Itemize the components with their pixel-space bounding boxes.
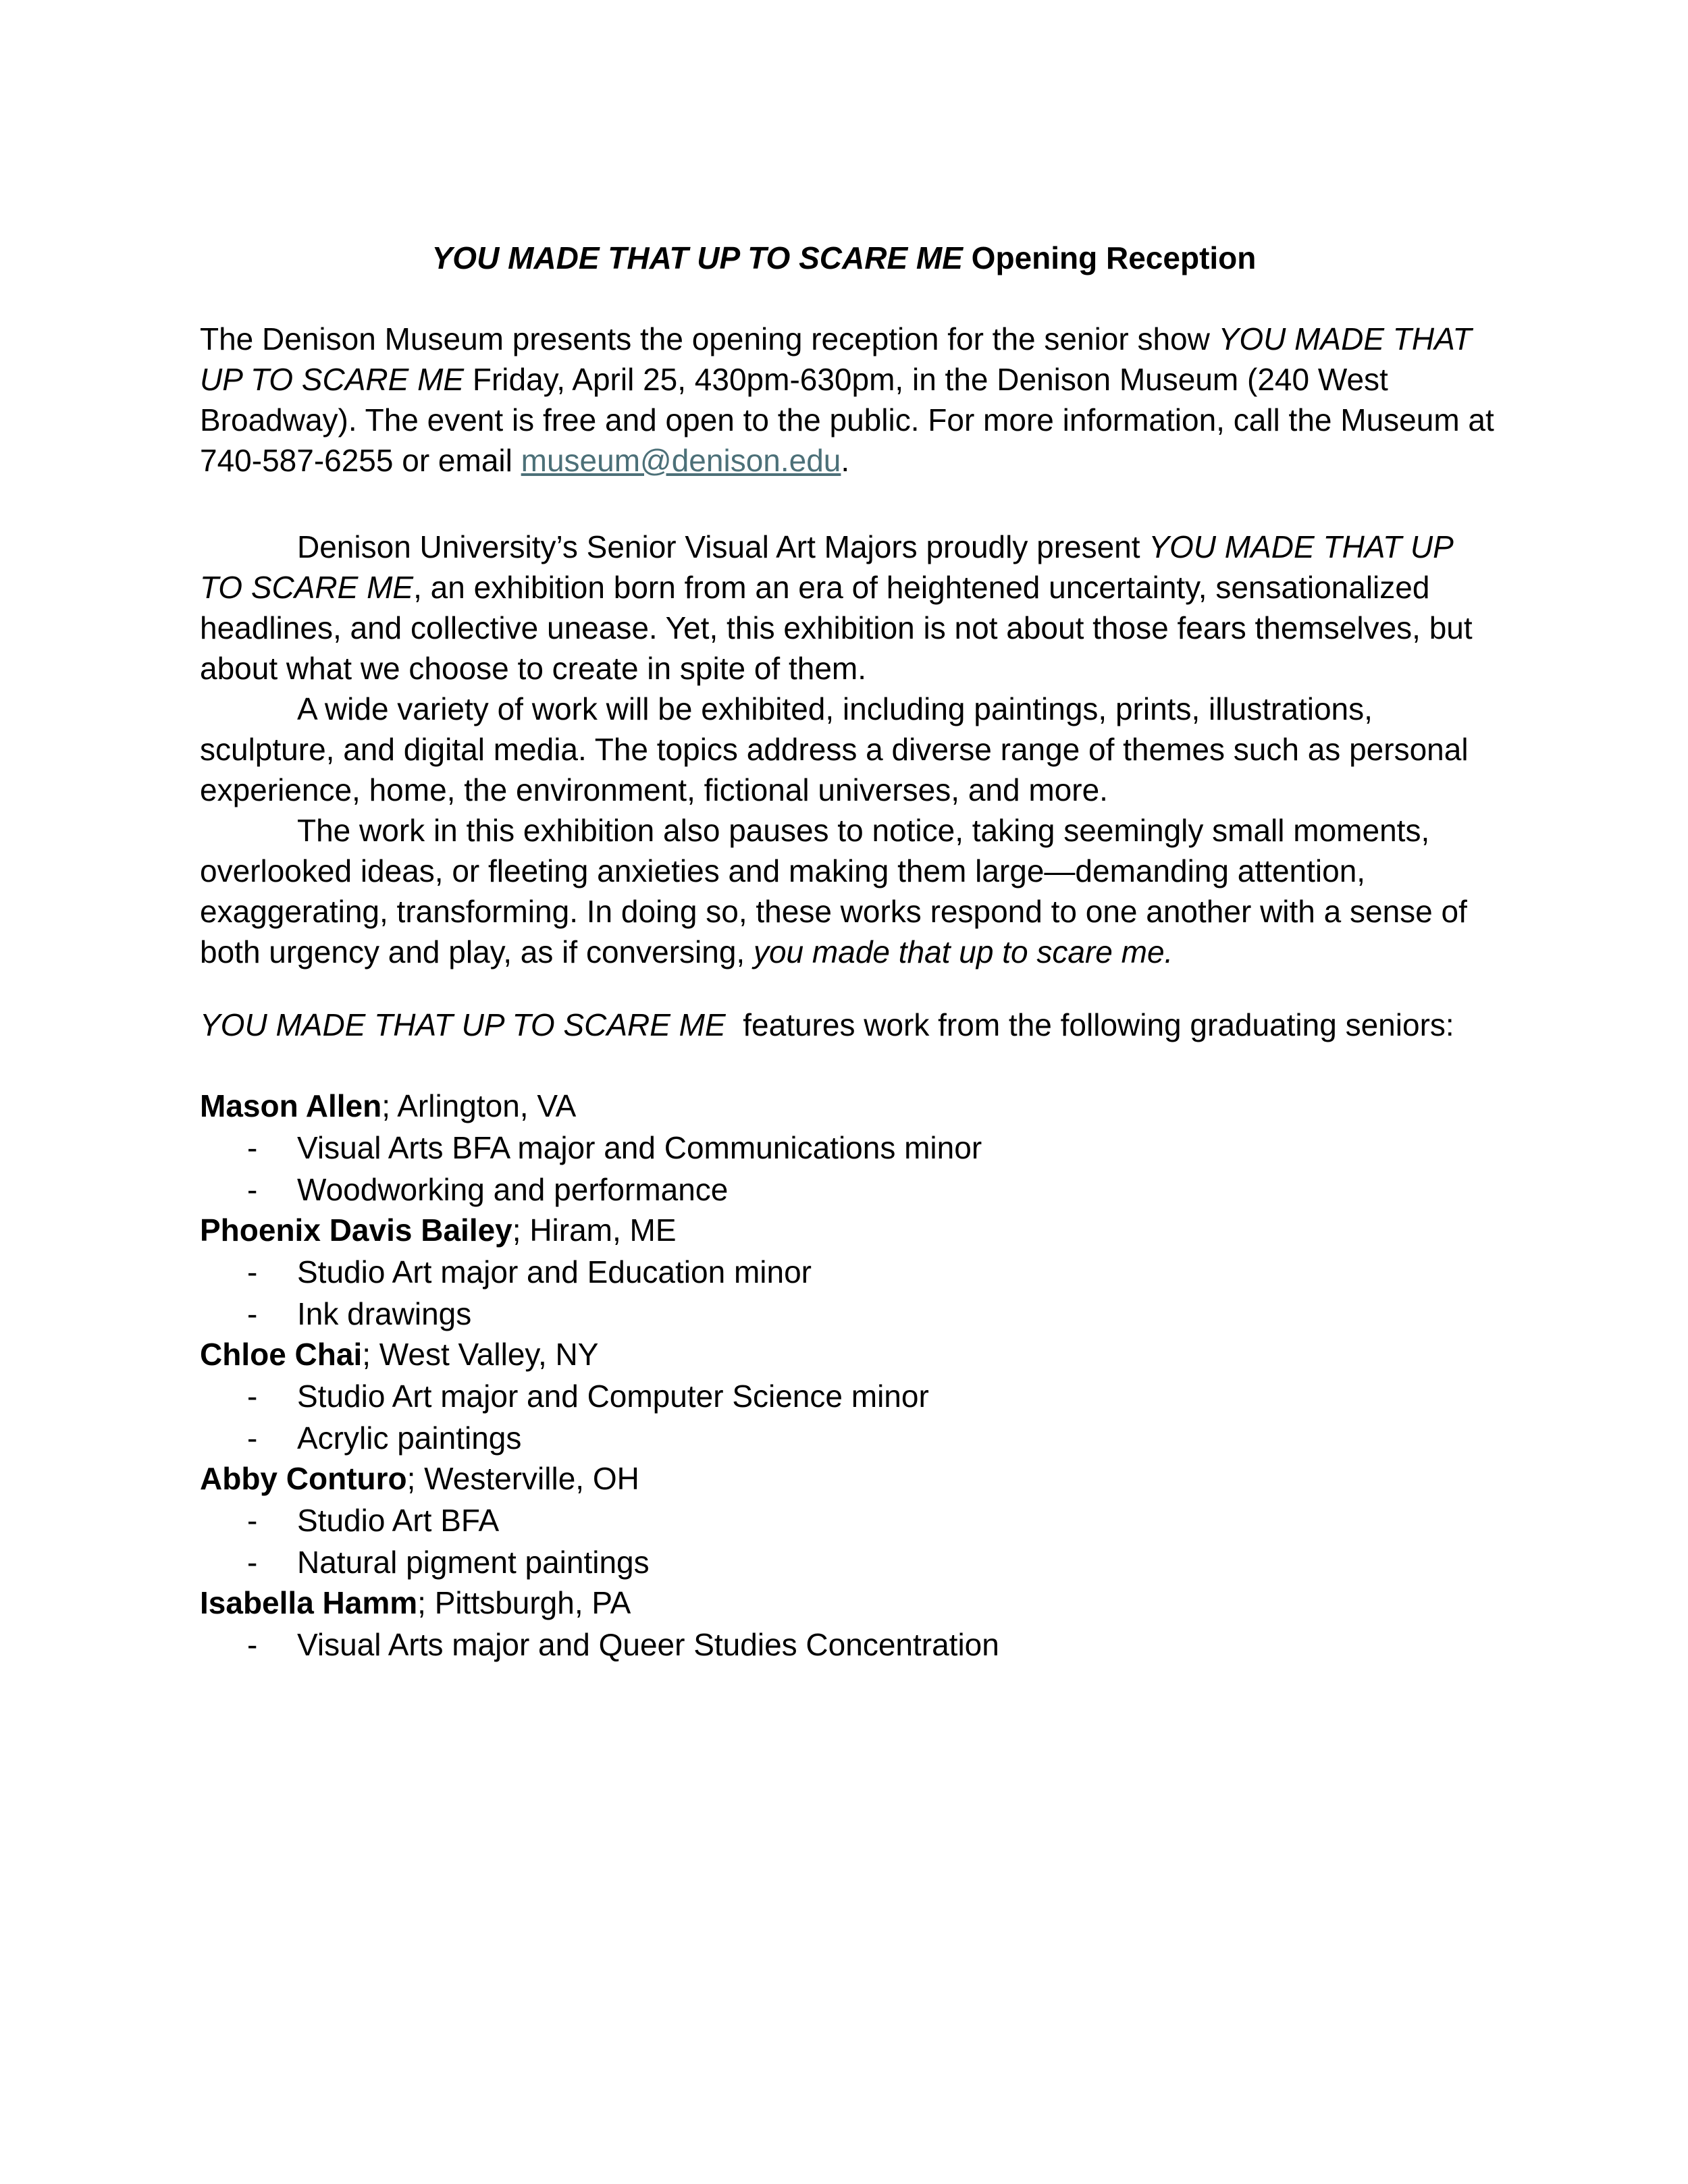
bullet-dash: -	[247, 1130, 258, 1165]
about-p1-show-name: YOU MADE THAT UP TO SCARE ME	[200, 529, 1453, 605]
about-p1-prefix: Denison University’s Senior Visual Art Majors proudly present	[297, 529, 1149, 564]
artist-name: Chloe Chai	[200, 1337, 363, 1372]
bullet-dash: -	[247, 1627, 258, 1662]
artist-hometown: ; Hiram, ME	[512, 1213, 677, 1248]
artist-detail-item	[200, 1542, 1503, 1582]
artist-detail-item	[200, 1376, 1503, 1416]
artist-detail-text: Visual Arts major and Queer Studies Concentration	[297, 1627, 999, 1662]
features-show-name: YOU MADE THAT UP TO SCARE ME	[200, 1007, 726, 1042]
about-p3-italic: you made that up to scare me.	[753, 934, 1173, 969]
title-suffix: Opening Reception	[962, 240, 1257, 275]
artist-detail-text: Studio Art major and Computer Science minor	[297, 1379, 929, 1414]
artist-entry	[200, 1086, 1503, 1126]
artist-detail-item	[200, 1418, 1503, 1458]
bullet-dash: -	[247, 1503, 258, 1538]
email-link[interactable]: museum@denison.edu	[521, 443, 841, 478]
bullet-dash: -	[247, 1296, 258, 1331]
artist-list	[200, 1086, 1503, 1665]
artist-detail-text: Visual Arts BFA major and Communications minor	[297, 1130, 982, 1165]
about-paragraph-1	[200, 527, 1503, 689]
artist-detail-item	[200, 1127, 1503, 1168]
about-p3-text: The work in this exhibition also pauses to notice, taking seemingly small moments, overlooked ideas, or fleeting anxieties and making them large—demanding attention, exaggerating, transforming. In doing so, these works respond to one another with a sense of both urgency and play, as if conversing,	[200, 813, 1467, 969]
bullet-dash: -	[247, 1379, 258, 1414]
page-title	[0, 238, 1688, 278]
artist-detail-item	[200, 1500, 1503, 1541]
artist-detail-text: Studio Art BFA	[297, 1503, 500, 1538]
artist-detail-text: Studio Art major and Education minor	[297, 1254, 812, 1289]
intro-details: Friday, April 25, 430pm-630pm, in the Denison Museum (240 West Broadway). The event is free and open to the public. For more information, call the Museum at 740-587-6255 or email	[200, 362, 1494, 478]
bullet-dash: -	[247, 1545, 258, 1580]
artist-entry	[200, 1458, 1503, 1499]
artist-detail-item	[200, 1294, 1503, 1334]
artist-entry	[200, 1210, 1503, 1250]
about-p1-rest: , an exhibition born from an era of heightened uncertainty, sensationalized headlines, and collective unease. Yet, this exhibition is not about those fears themselves, but about what we choose to create in spite of them.	[200, 570, 1473, 686]
about-section	[200, 527, 1503, 972]
artist-hometown: ; Westerville, OH	[406, 1461, 639, 1496]
bullet-dash: -	[247, 1254, 258, 1289]
artist-detail-text: Acrylic paintings	[297, 1420, 522, 1456]
features-text: features work from the following graduating seniors:	[725, 1007, 1454, 1042]
artist-detail-text: Woodworking and performance	[297, 1172, 729, 1207]
artist-hometown: ; Arlington, VA	[381, 1088, 577, 1123]
intro-end: .	[841, 443, 850, 478]
intro-show-name: YOU MADE THAT UP TO SCARE ME	[200, 321, 1472, 397]
about-p2-text: A wide variety of work will be exhibited, including paintings, prints, illustrations, sculpture, and digital media. The topics address a diverse range of themes such as personal experience, home, the environment, fictional universes, and more.	[200, 691, 1469, 807]
artist-detail-item	[200, 1624, 1503, 1665]
artist-name: Isabella Hamm	[200, 1585, 418, 1620]
about-paragraph-3	[200, 810, 1503, 972]
artist-hometown: ; Pittsburgh, PA	[417, 1585, 631, 1620]
artist-detail-text: Natural pigment paintings	[297, 1545, 650, 1580]
artist-hometown: ; West Valley, NY	[362, 1337, 599, 1372]
intro-paragraph	[200, 319, 1503, 481]
features-paragraph	[200, 1005, 1503, 1045]
artist-entry	[200, 1582, 1503, 1623]
intro-prefix: The Denison Museum presents the opening reception for the senior show	[200, 321, 1219, 356]
title-show-name: YOU MADE THAT UP TO SCARE ME	[431, 240, 963, 275]
bullet-dash: -	[247, 1420, 258, 1456]
artist-detail-item	[200, 1252, 1503, 1292]
artist-name: Mason Allen	[200, 1088, 382, 1123]
artist-name: Abby Conturo	[200, 1461, 407, 1496]
about-paragraph-2	[200, 689, 1503, 810]
artist-name: Phoenix Davis Bailey	[200, 1213, 512, 1248]
artist-detail-text: Ink drawings	[297, 1296, 472, 1331]
artist-entry	[200, 1334, 1503, 1375]
bullet-dash: -	[247, 1172, 258, 1207]
artist-detail-item	[200, 1169, 1503, 1210]
